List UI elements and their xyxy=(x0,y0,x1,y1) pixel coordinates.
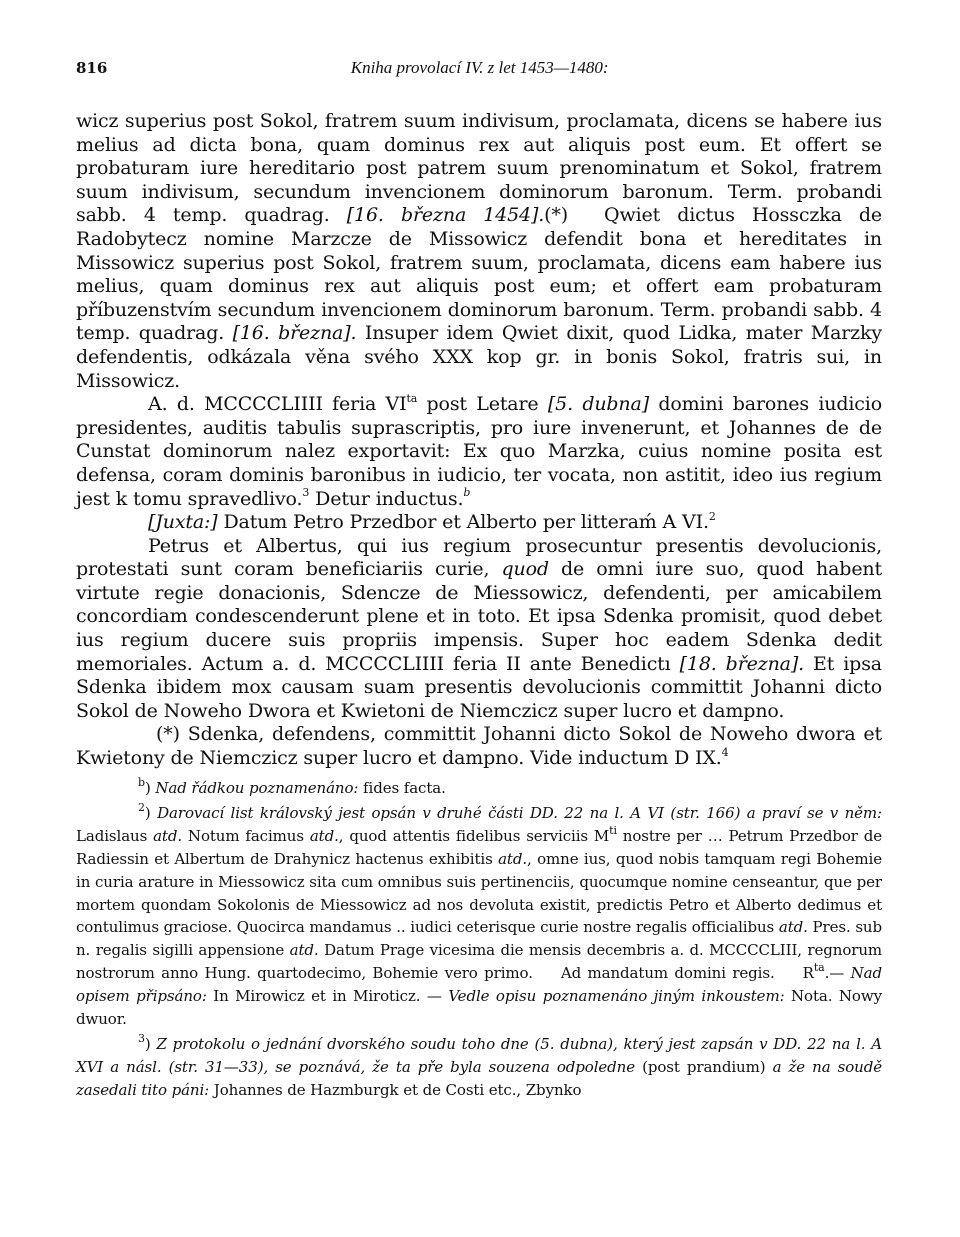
footnote-ref: 4 xyxy=(721,745,729,759)
date-annotation: [5. dubna] xyxy=(547,393,649,416)
footnote-2: $^2$) Darovací list královský jest opsán v druhé části DD. 22 na l. A VI (str. 166) a praví se v něm: Ladislaus atd. Notum facimus atd., quod attentis fidelibus serviciis $M^{ti}$ nostre per … Petrum Przedbor de Radiessin et Albertum de Drahynicz hactenus exhibitis atd., omne ius, quod nobis tamquam regi Bohemie in curia arature in Miessowicz sita cum omnibus suis pertinenciis, quocumque nomine censeantur, que per mortem quondam Sokolonis de Miessowicz ad nos devoluta existit, predictis Petro et Alberto dedimus et contulimus graciose. Quocirca mandamus .. iudici ceterisque curie nostre regalis officialibus atd. Pres. sub n. regalis sigilli appensione atd. Datum Prage vicesima die mensis decembris a. d. MCCCCLIII, regnorum nostrorum anno Hung. quartodecimo, Bohemie vero primo. Ad mandatum domini regis. $R^{ta}.—$ Nad opisem připsáno: In Mirowicz et in Miroticz. — Vedle opisu poznamenáno jiným inkoustem: Nota. Nowy dwuor. xyxy=(76,801,883,1028)
paragraph-3: [Juxta:] Datum Petro Przedbor et Alberto per litteraḿ A VI.$^2$ xyxy=(148,509,716,534)
footnote-ref: 3 xyxy=(302,486,310,500)
paragraph-1: wicz superius post Sokol, fratrem suum indivisum, proclamata, dicens se habere ius melius ad dicta bona, quam dominus rex aut aliquis post eum. Et offert se probaturam iure hereditario post patrem suum prenominatum et Sokol, fratrem suum indivisum, secundum invencionem dominorum baronum. Term. probandi sabb. 4 temp. quadrag. [16. března 1454].(*) Qwiet dictus Hossczka de Radobytecz nomine Marzcze de Missowicz defendit bona et hereditates in Missowicz superius post Sokol, fratrem suum, proclamata, dicens eam habere ius melius, quam dominus rex aut aliquis post eum; et offert eam probaturam příbuzenstvím secundum invencionem dominorum baronum. Term. probandi sabb. 4 temp. quadrag. [16. března]. Insuper idem Qwiet dixit, quod Lidka, mater Marzky defendentis, odkázala věna svého XXX kop gr. in bonis Sokol, fratris sui, in Missowicz. xyxy=(76,110,882,392)
footnote-3: $^3$) Z protokolu o jednání dvorského soudu toho dne (5. dubna), který jest zapsán v DD. 22 na l. A XVI a násl. (str. 31—33), se poznává, že ta pře byla souzena odpoledne (post prandium) a že na soudě zasedali tito páni: Johannes de Hazmburgk et de Costi etc., Zbynko xyxy=(76,1032,883,1099)
date-annotation: [16. března]. xyxy=(232,322,357,345)
footnote-b: $^b$) Nad řádkou poznamenáno: fides facta. xyxy=(138,775,446,797)
paragraph-5: (*) Sdenka, defendens, committit Johanni dicto Sokol de Noweho dwora et Kwietony de Niemczicz super lucro et dampno. Vide inductum D IX.$^4$ xyxy=(76,723,882,770)
running-header xyxy=(76,58,882,84)
main-text xyxy=(76,110,882,771)
page-number: 816 xyxy=(76,59,108,77)
running-title: Kniha provolací IV. z let 1453—1480: xyxy=(350,58,609,77)
footnote-ref: 2 xyxy=(708,509,716,523)
note-marker: (*) xyxy=(544,204,569,227)
paragraph-2: A. d. MCCCCLIIII feria $VI^{ta}$ post Letare [5. dubna] domini barones iudicio presidentes, auditis tabulis suprascriptis, pro iure invenerunt, et Johannes de de Cunstat dominorum nalez exportavit: Ex quo Marzka, cuius nomine posita est defensa, coram dominis baronibus in iudicio, ter vocata, non astitit, ideo ius regium jest k tomu spravedlivo.$^3$ Detur inductus.$^b$ xyxy=(76,391,882,510)
date-annotation: [16. března 1454]. xyxy=(346,204,545,227)
footnote-ref: b xyxy=(463,486,471,500)
juxta-annotation: [Juxta:] xyxy=(148,511,218,534)
date-annotation: [18. března]. xyxy=(679,652,804,675)
paragraph-4: Petrus et Albertus, qui ius regium prosecuntur presentis devolucionis, protestati sunt coram beneficiariis curie, quod de omni iure suo, quod habent virtute regie donacionis, Sdencze de Miessowicz, defendenti, per amicabilem concordiam condescenderunt plene et in toto. Et ipsa Sdenka promisit, quod debet ius regium ducere suis propriis impensis. Super hoc eadem Sdenka dedit memoriales. Actum a. d. MCCCCLIIII feria II ante Benedictı [18. března]. Et ipsa Sdenka ibidem mox causam suam presentis devolucionis committit Johanni dicto Sokol de Noweho Dwora et Kwietoni de Niemczicz super lucro et dampno. xyxy=(76,534,882,722)
footnotes xyxy=(76,777,882,1102)
superscript: ta xyxy=(406,391,418,405)
